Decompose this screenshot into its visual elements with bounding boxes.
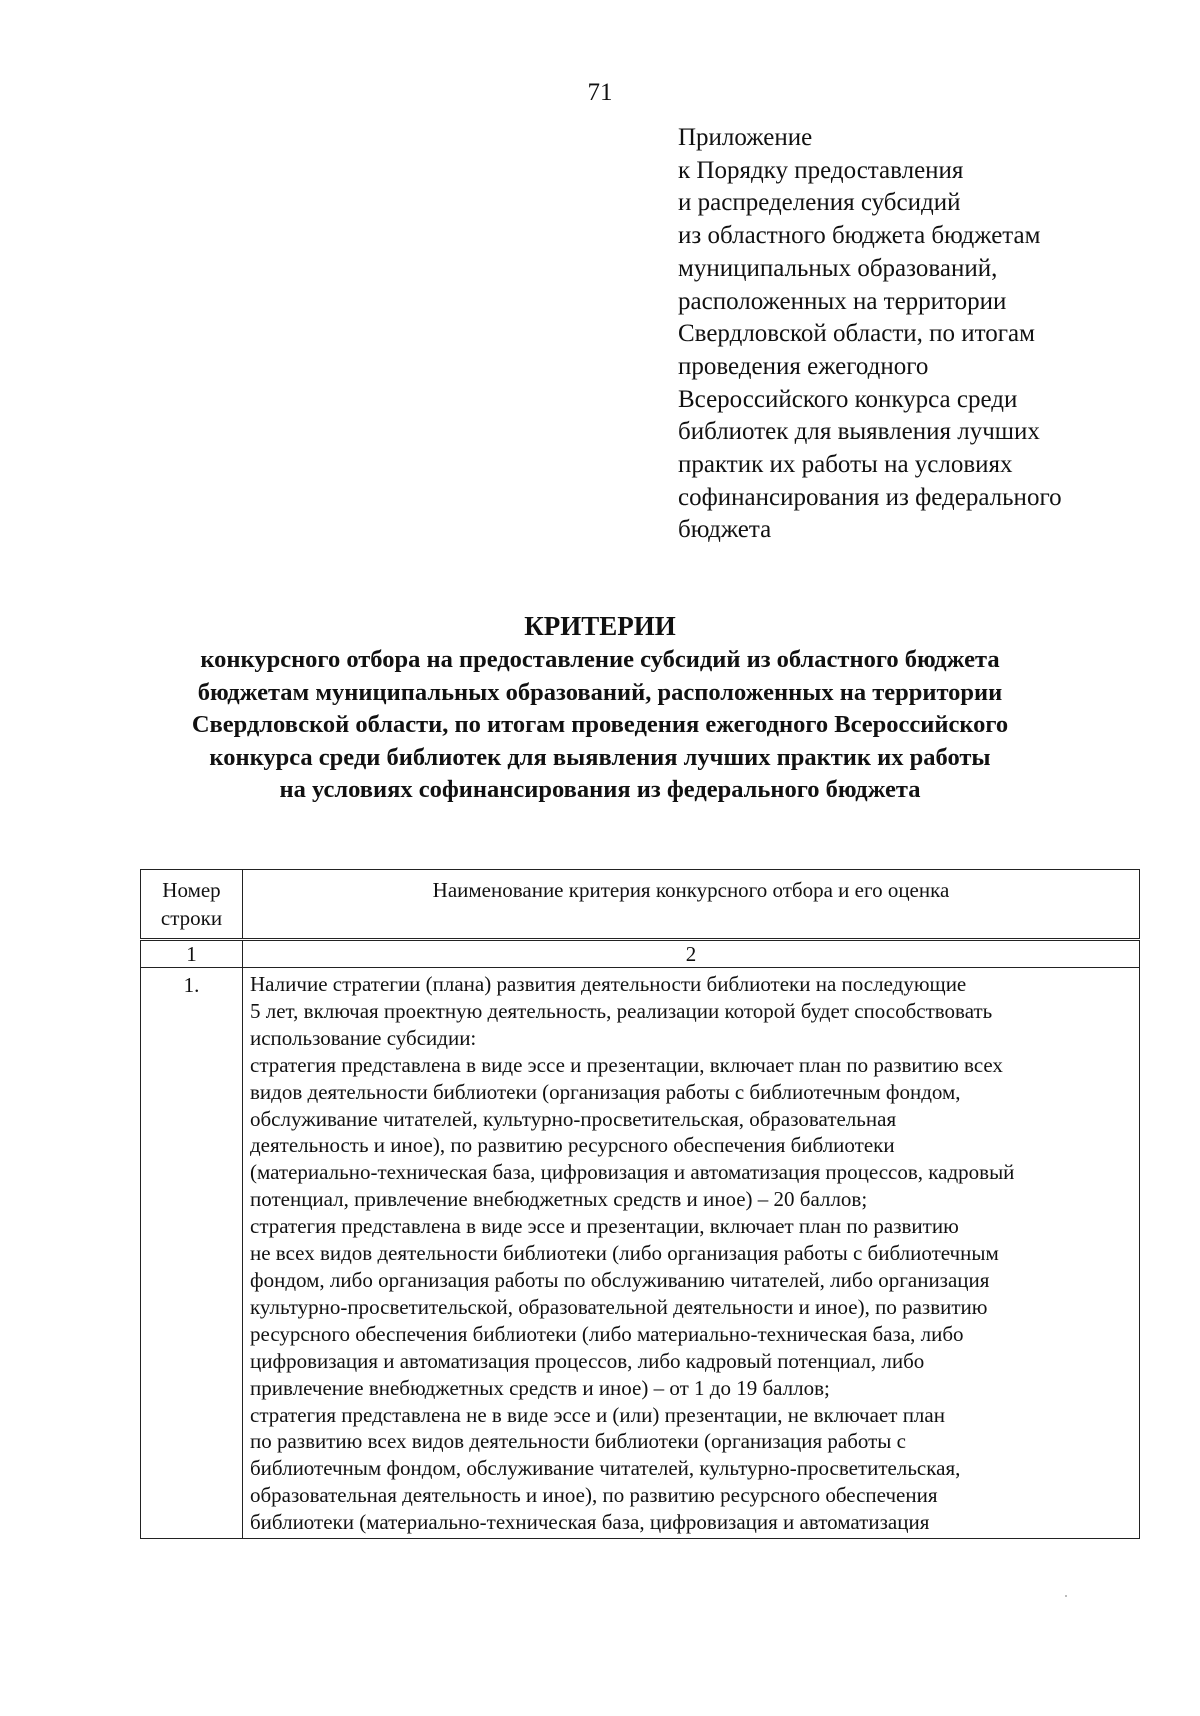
appendix-line: муниципальных образований, [678, 254, 998, 282]
criterion-text-line: Наличие стратегии (плана) развития деятельности библиотеки на последующие [250, 972, 967, 996]
criteria-table [140, 940, 1140, 1539]
criterion-text-line: 5 лет, включая проектную деятельность, реализации которой будет способствовать [250, 998, 993, 1023]
subtitle-line: на условиях софинансирования из федерального бюджета [279, 776, 921, 803]
table-row [141, 968, 1140, 1539]
criterion-text-line: видов деятельности библиотеки (организация работы с библиотечным фондом, [250, 1079, 961, 1104]
subtitle-line: бюджетам муниципальных образований, расположенных на территории [197, 678, 1003, 706]
criteria-table-header [140, 869, 1140, 939]
document-title: КРИТЕРИИ [524, 611, 676, 641]
appendix-line: библиотек для выявления лучших [678, 418, 1040, 446]
criterion-text-line: библиотеки (материально-техническая база, цифровизация и автоматизация [250, 1510, 930, 1535]
appendix-line: Свердловской области, по итогам [678, 320, 1035, 348]
header-criterion-name: Наименование критерия конкурсного отбора и его оценка [243, 870, 1140, 939]
appendix-line: софинансирования из федерального [678, 483, 1062, 511]
row-number: 1. [141, 968, 243, 1539]
appendix-line: расположенных на территории [678, 287, 1007, 315]
appendix-line: практик их работы на условиях [678, 451, 1013, 479]
criterion-text-line: не всех видов деятельности библиотеки (либо организация работы с библиотечным [250, 1241, 999, 1266]
appendix-line: из областного бюджета бюджетам [678, 222, 1041, 250]
criterion-text-line: культурно-просветительской, образовательной деятельности и иное), по развитию [250, 1294, 988, 1319]
subtitle-line: Свердловской области, по итогам проведения ежегодного Всероссийского [191, 711, 1009, 738]
appendix-line: Всероссийского конкурса среди [678, 385, 1018, 413]
criterion-text-line: цифровизация и автоматизация процессов, либо кадровый потенциал, либо [250, 1348, 925, 1373]
criterion-text-line: привлечение внебюджетных средств и иное) – от 1 до 19 баллов; [250, 1375, 830, 1400]
appendix-note [678, 122, 1138, 547]
criterion-text-line: деятельность и иное), по развитию ресурсного обеспечения библиотеки [250, 1133, 895, 1158]
appendix-line: бюджета [678, 516, 772, 544]
document-subtitle [0, 644, 1200, 807]
appendix-line: Приложение [678, 124, 813, 151]
criterion-text-line: стратегия представлена не в виде эссе и (или) презентации, не включает план [250, 1402, 945, 1427]
column-number-row [141, 941, 1140, 968]
appendix-line: проведения ежегодного [678, 352, 929, 380]
criterion-text-line: фондом, либо организация работы по обслуживанию читателей, либо организация [250, 1267, 990, 1292]
appendix-line: к Порядку предоставления [678, 156, 964, 184]
subtitle-line: конкурса среди библиотек для выявления лучших практик их работы [209, 743, 991, 771]
criterion-text [243, 968, 1140, 1539]
criterion-text-line: по развитию всех видов деятельности библиотеки (организация работы с [250, 1429, 906, 1454]
page-number: 71 [587, 79, 613, 106]
criterion-text-line: потенциал, привлечение внебюджетных средств и иное) – 20 баллов; [250, 1187, 868, 1212]
column-number-2: 2 [243, 941, 1140, 968]
column-number-1: 1 [141, 941, 243, 968]
criterion-text-line: использование субсидии: [250, 1025, 477, 1050]
criterion-text-line: библиотечным фондом, обслуживание читателей, культурно-просветительская, [250, 1456, 961, 1481]
criterion-text-line: образовательная деятельность и иное), по развитию ресурсного обеспечения [250, 1483, 938, 1508]
header-row-number [141, 870, 243, 939]
criterion-text-line: (материально-техническая база, цифровизация и автоматизация процессов, кадровый [250, 1160, 1015, 1185]
criterion-text-line: обслуживание читателей, культурно-просветительская, образовательная [250, 1106, 897, 1131]
appendix-line: и распределения субсидий [678, 189, 961, 217]
criterion-text-line: стратегия представлена в виде эссе и презентации, включает план по развитию [250, 1214, 959, 1239]
subtitle-line: конкурсного отбора на предоставление субсидий из областного бюджета [200, 646, 1000, 673]
header-row-number-line2: строки [160, 906, 223, 930]
header-row-number-line1: Номер [162, 878, 221, 902]
criterion-text-line: стратегия представлена в виде эссе и презентации, включает план по развитию всех [250, 1052, 1003, 1077]
scan-speck [1065, 1595, 1067, 1597]
criterion-text-line: ресурсного обеспечения библиотеки (либо материально-техническая база, либо [250, 1321, 964, 1346]
